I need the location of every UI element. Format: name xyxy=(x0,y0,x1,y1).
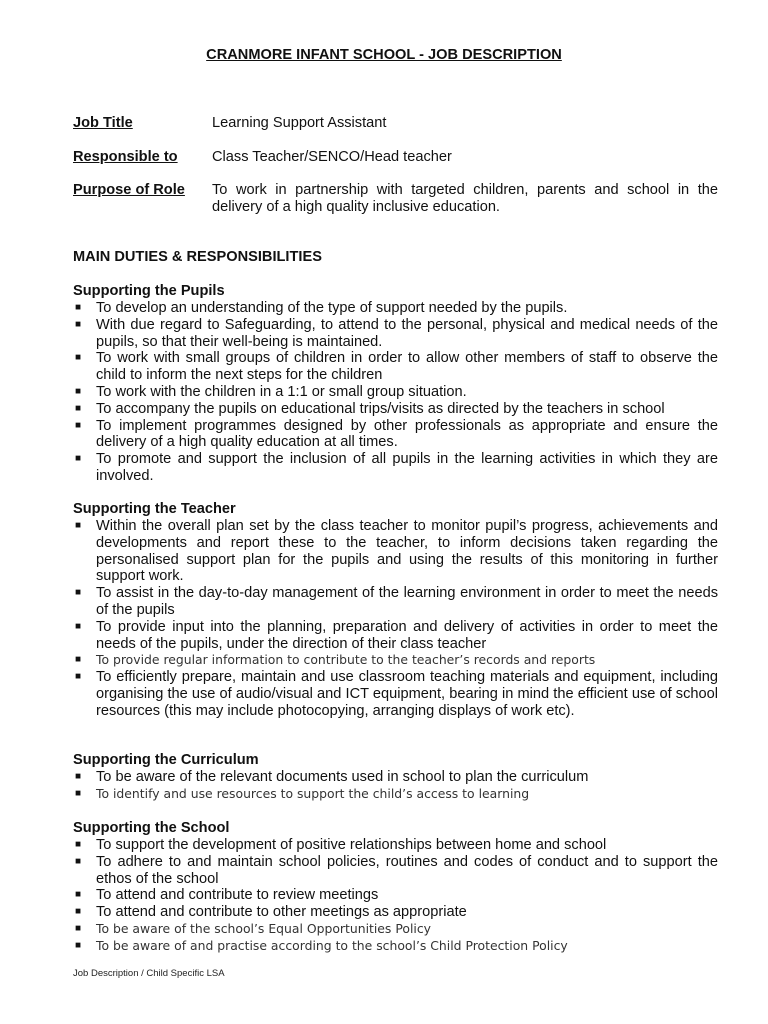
supporting-pupils-list xyxy=(73,300,718,485)
job-title-label: Job Title xyxy=(73,115,133,131)
square-bullet-icon: ■ xyxy=(75,318,82,330)
list-item: ■ To implement programmes designed by other professionals as appropriate and ensure the delivery of a high quality education at all times. xyxy=(75,417,718,451)
square-bullet-icon: ■ xyxy=(75,906,82,918)
list-item: ■ To be aware of and practise according to the school’s Child Protection Policy xyxy=(75,937,568,953)
list-item: ■ With due regard to Safeguarding, to attend to the personal, physical and medical needs of the pupils, so that their well-being is maintained. xyxy=(75,316,718,350)
job-title-row xyxy=(73,115,718,132)
list-item: ■ To attend and contribute to other meetings as appropriate xyxy=(75,904,467,921)
purpose-of-role-label: Purpose of Role xyxy=(73,182,185,198)
responsible-to-label: Responsible to xyxy=(73,149,178,165)
list-item: ■ To develop an understanding of the type of support needed by the pupils. xyxy=(75,300,568,316)
square-bullet-icon: ■ xyxy=(75,787,82,799)
job-title-value: Learning Support Assistant xyxy=(212,115,387,131)
list-item: ■ To attend and contribute to review meetings xyxy=(75,887,379,904)
list-item: ■ Within the overall plan set by the class teacher to monitor pupil’s progress, achievements and developments and report these to the teacher, to inform decisions taken regarding the personalised support plan for the pupils and using the results of this monitoring in further support work. xyxy=(75,518,718,585)
square-bullet-icon: ■ xyxy=(75,922,82,934)
responsible-to-row xyxy=(73,149,718,166)
supporting-curriculum-list xyxy=(73,769,718,803)
supporting-pupils-section xyxy=(73,283,718,485)
supporting-curriculum-heading: Supporting the Curriculum xyxy=(73,752,259,768)
list-item: ■ To accompany the pupils on educational trips/visits as directed by the teachers in school xyxy=(75,400,665,417)
square-bullet-icon: ■ xyxy=(75,419,82,431)
page-title: CRANMORE INFANT SCHOOL - JOB DESCRIPTION xyxy=(206,47,562,63)
square-bullet-icon: ■ xyxy=(75,654,82,666)
square-bullet-icon: ■ xyxy=(75,402,82,414)
square-bullet-icon: ■ xyxy=(75,453,82,465)
list-item: ■ To work with the children in a 1:1 or small group situation. xyxy=(75,383,467,400)
supporting-school-section xyxy=(73,820,718,955)
list-item: ■ To work with small groups of children in order to allow other members of staff to observe the child to inform the next steps for the children xyxy=(75,350,718,384)
list-item: ■ To provide input into the planning, preparation and delivery of activities in order to meet the needs of the pupils, under the direction of their class teacher xyxy=(75,618,718,652)
purpose-of-role-value: To work in partnership with targeted children, parents and school in the delivery of a high quality inclusive education. xyxy=(212,182,718,215)
square-bullet-icon: ■ xyxy=(75,855,82,867)
purpose-of-role-row xyxy=(73,182,718,216)
list-item: ■ To efficiently prepare, maintain and use classroom teaching materials and equipment, including organising the use of audio/visual and ICT equipment, bearing in mind the efficient use of school resources (this may include photocopying, arranging displays of work etc). xyxy=(75,669,718,719)
square-bullet-icon: ■ xyxy=(75,587,82,599)
list-item: ■ To be aware of the school’s Equal Opportunities Policy xyxy=(75,920,431,936)
square-bullet-icon: ■ xyxy=(75,939,82,951)
square-bullet-icon: ■ xyxy=(75,620,82,632)
square-bullet-icon: ■ xyxy=(75,671,82,683)
square-bullet-icon: ■ xyxy=(75,889,82,901)
square-bullet-icon: ■ xyxy=(75,520,82,531)
supporting-pupils-heading: Supporting the Pupils xyxy=(73,283,225,299)
main-duties-heading: MAIN DUTIES & RESPONSIBILITIES xyxy=(73,249,322,265)
square-bullet-icon: ■ xyxy=(75,385,82,397)
square-bullet-icon: ■ xyxy=(75,302,82,313)
list-item: ■ To provide regular information to contribute to the teacher’s records and reports xyxy=(75,652,596,668)
page-footer: Job Description / Child Specific LSA xyxy=(73,968,225,979)
supporting-curriculum-section xyxy=(73,752,718,803)
square-bullet-icon: ■ xyxy=(75,352,82,364)
list-item: ■ To be aware of the relevant documents used in school to plan the curriculum xyxy=(75,769,589,785)
responsible-to-value: Class Teacher/SENCO/Head teacher xyxy=(212,149,452,165)
supporting-school-heading: Supporting the School xyxy=(73,820,230,836)
square-bullet-icon: ■ xyxy=(75,839,82,850)
supporting-teacher-heading: Supporting the Teacher xyxy=(73,501,236,517)
supporting-school-list xyxy=(73,837,718,955)
square-bullet-icon: ■ xyxy=(75,771,82,782)
list-item: ■ To support the development of positive relationships between home and school xyxy=(75,837,607,853)
list-item: ■ To identify and use resources to support the child’s access to learning xyxy=(75,785,530,801)
list-item: ■ To promote and support the inclusion of all pupils in the learning activities in which they are involved. xyxy=(75,451,718,484)
supporting-teacher-section xyxy=(73,501,718,720)
list-item: ■ To assist in the day-to-day management of the learning environment in order to meet the needs of the pupils xyxy=(75,585,718,618)
list-item: ■ To adhere to and maintain school policies, routines and codes of conduct and to support the ethos of the school xyxy=(75,853,718,887)
supporting-teacher-list xyxy=(73,518,718,720)
